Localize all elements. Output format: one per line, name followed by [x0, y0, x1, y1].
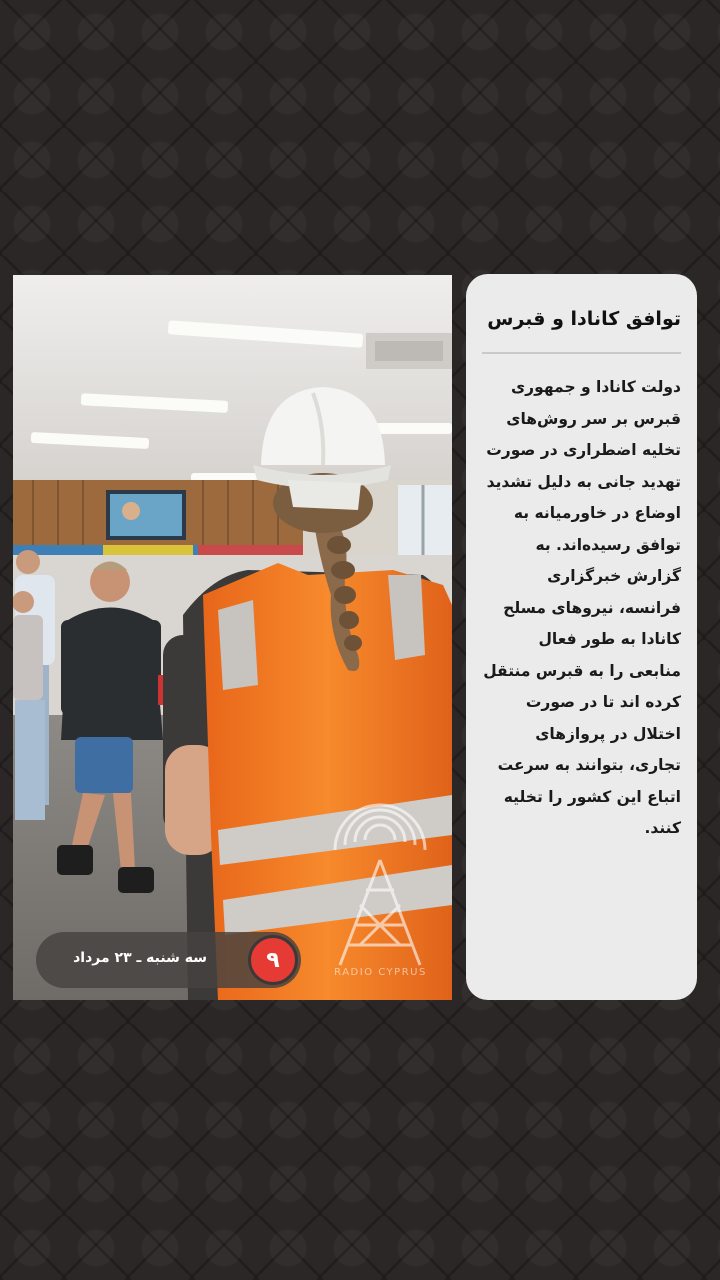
watermark-label: RADIO CYPRUS — [334, 967, 427, 978]
date-text: سه شنبه ـ ۲۳ مرداد — [73, 950, 207, 966]
radio-tower-icon — [300, 800, 460, 990]
article-body: دولت کانادا و جمهوری قبرس بر سر روش‌های تخلیه اضطراری در صورت تهدید جانی به دلیل تشدید اوضاع در خاورمیانه به توافق رسیده‌اند. به گزارش خبرگزاری فرانسه، نیروهای مسلح کانادا به طور فعال منابعی را به قبرس منتقل کرده اند تا در صورت اختلال در پروازهای تجاری، بتوانند به سرعت اتباع این کشور را تخلیه کنند. — [483, 378, 681, 837]
date-badge — [36, 932, 301, 988]
radio-nine-logo-icon — [248, 935, 298, 985]
title-divider — [482, 352, 681, 354]
article-title: توافق کانادا و قبرس — [487, 308, 681, 330]
logo-glyph: ۹ — [266, 947, 280, 973]
article-card — [466, 274, 697, 1000]
